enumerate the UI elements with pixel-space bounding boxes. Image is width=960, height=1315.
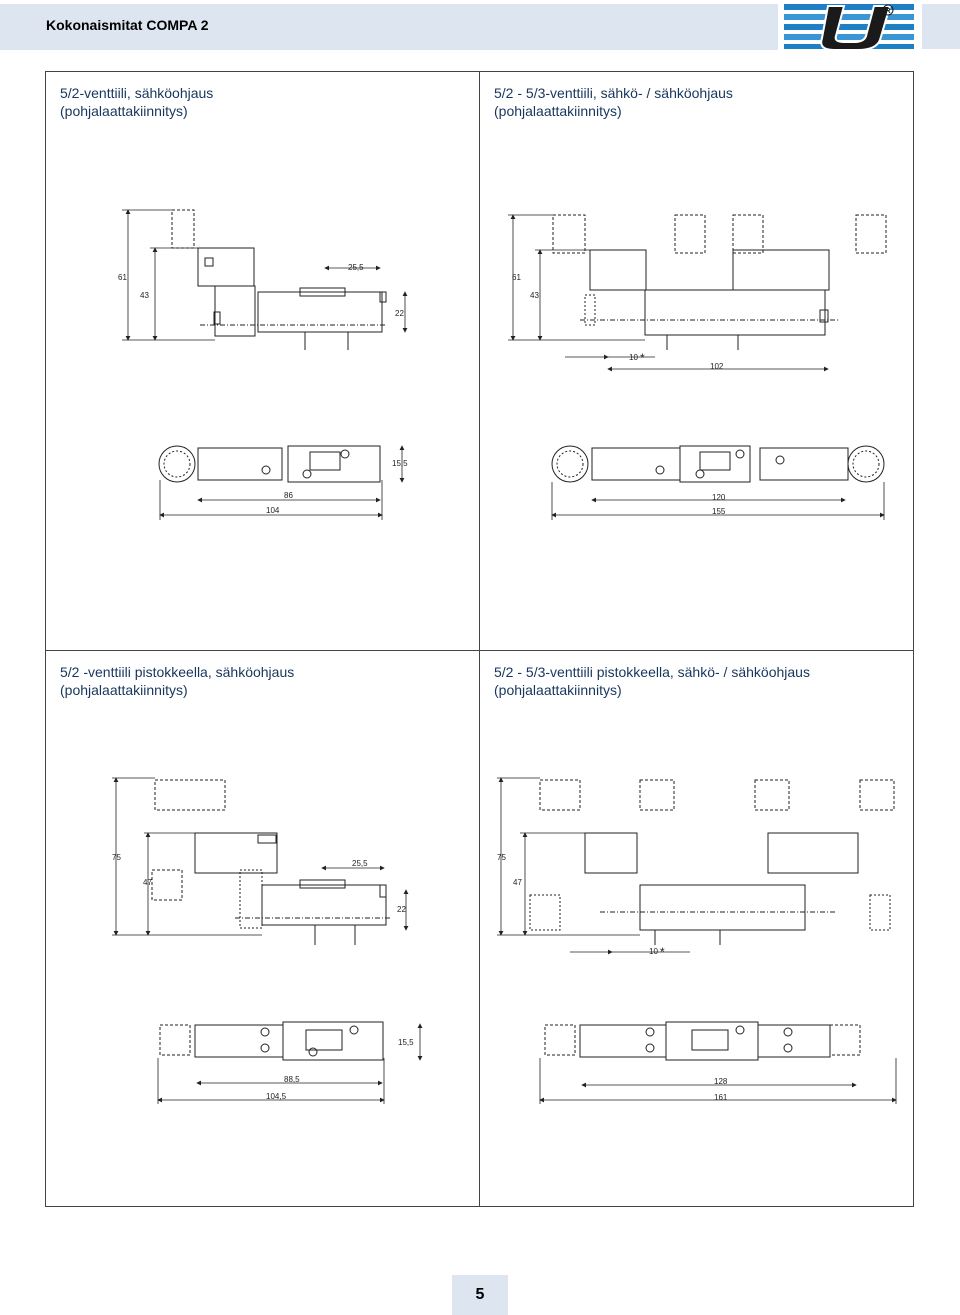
valve-top-view-1	[159, 446, 380, 482]
dim-right-height: 22	[395, 309, 404, 318]
dim-offset: 10	[649, 947, 658, 956]
valve-side-view-2	[553, 215, 886, 350]
dim-width-inner: 128	[714, 1077, 728, 1086]
dimensions-side-3	[112, 778, 406, 935]
dim-height-body: 47	[143, 878, 152, 887]
dim-width-inner: 88,5	[284, 1075, 300, 1084]
page-number: 5	[452, 1275, 508, 1315]
dim-offset: 10	[629, 353, 638, 362]
dim-depth: 15,5	[398, 1038, 414, 1047]
dim-height-total: 75	[497, 853, 506, 862]
dim-top-width: 25,5	[352, 859, 368, 868]
valve-side-view-1	[172, 210, 386, 350]
dimensions-top-3	[158, 1024, 420, 1104]
dimensions-side-1	[122, 210, 405, 340]
valve-top-view-2	[552, 446, 884, 482]
dim-width-inner: 86	[284, 491, 293, 500]
dim-right-height: 22	[397, 905, 406, 914]
dim-height-body: 47	[513, 878, 522, 887]
asterisk-icon: *	[640, 351, 645, 365]
dim-height-body: 43	[140, 291, 149, 300]
section-title-1: 5/2-venttiili, sähköohjaus (pohjalaattakiinnitys)	[60, 85, 214, 119]
section-title-2: 5/2 - 5/3-venttiili, sähkö- / sähköohjaus (pohjalaattakiinnitys)	[494, 85, 733, 119]
dim-width-inner: 120	[712, 493, 726, 502]
dim-depth: 15,5	[392, 459, 408, 468]
dimensions-side-2	[508, 215, 828, 369]
dim-height-total: 61	[512, 273, 521, 282]
section-title-3: 5/2 -venttiili pistokkeella, sähköohjaus (pohjalaattakiinnitys)	[60, 664, 295, 698]
dimensions-top-1	[160, 446, 402, 520]
dim-width-total: 161	[714, 1093, 728, 1102]
dim-width-total: 104,5	[266, 1092, 287, 1101]
page-title: Kokonaismitat COMPA 2	[46, 17, 209, 33]
dim-height-total: 75	[112, 853, 121, 862]
dimensions-side-4	[497, 778, 690, 952]
valve-top-view-3	[160, 1022, 383, 1060]
asterisk-icon: *	[660, 945, 665, 959]
registered-mark: R	[885, 8, 891, 15]
dim-width-total: 104	[266, 506, 280, 515]
dim-width-total: 155	[712, 507, 726, 516]
dim-height-total: 61	[118, 273, 127, 282]
valve-top-view-4	[545, 1022, 860, 1060]
section-title-4: 5/2 - 5/3-venttiili pistokkeella, sähkö- / sähköohjaus (pohjalaattakiinnitys)	[494, 664, 810, 698]
dim-width-top: 102	[710, 362, 724, 371]
valve-side-view-4	[530, 780, 894, 945]
dim-height-body: 43	[530, 291, 539, 300]
dim-top-width: 25,5	[348, 263, 364, 272]
